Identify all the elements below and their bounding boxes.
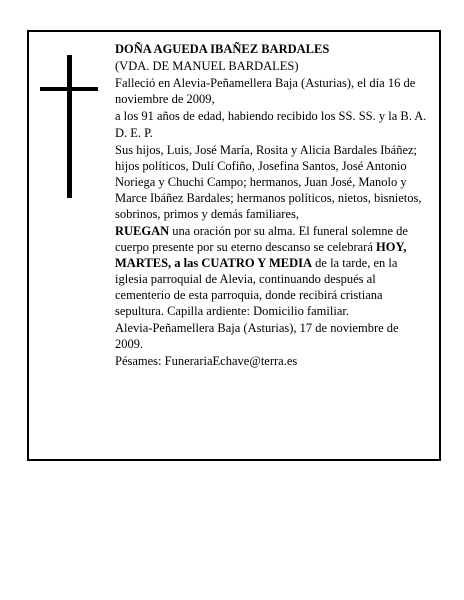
age-line: a los 91 años de edad, habiendo recibido los SS. SS. y la B. A. xyxy=(115,109,427,123)
deceased-name: DOÑA AGUEDA IBAÑEZ BARDALES xyxy=(115,42,330,56)
death-line: Falleció en Alevia-Peñamellera Baja (Asturias), el día 16 de noviembre de 2009, xyxy=(115,76,416,106)
ruegan-text: RUEGAN xyxy=(115,224,170,238)
cross-horizontal-bar xyxy=(40,87,98,91)
funeral-paragraph xyxy=(115,223,429,319)
place-date-line: Alevia-Peñamellera Baja (Asturias), 17 de noviembre de 2009. xyxy=(115,321,399,351)
funeral-time-text: HOY, MARTES, a las CUATRO Y MEDIA xyxy=(115,240,407,270)
obituary-notice xyxy=(27,30,441,461)
widow-of-line: (VDA. DE MANUEL BARDALES) xyxy=(115,59,299,73)
request-text-2: de la tarde, en la iglesia parroquial de Alevia, continuando después al cementerio de esta parroquia, donde recibirá cristiana sepultura. Capilla ardiente: Domicilio familiar. xyxy=(115,256,398,318)
request-text-1: una oración por su alma. El funeral solemne de cuerpo presente por su eterno descanso se celebrará xyxy=(115,224,408,254)
notice-text xyxy=(115,41,429,370)
cross-vertical-bar xyxy=(67,55,72,198)
condolences-line: Pésames: FunerariaEchave@terra.es xyxy=(115,354,298,368)
rip-line: D. E. P. xyxy=(115,126,153,140)
family-paragraph: Sus hijos, Luis, José María, Rosita y Alicia Bardales Ibáñez; hijos políticos, Dulí Cofiño, Josefina Santos, José Antonio Noriega y Chuchi Campo; hermanos, Juan José, Manolo y Marce Ibáñez Bardales; hermanos políticos, nietos, bisnietos, sobrinos, primos y demás familiares, xyxy=(115,143,422,221)
